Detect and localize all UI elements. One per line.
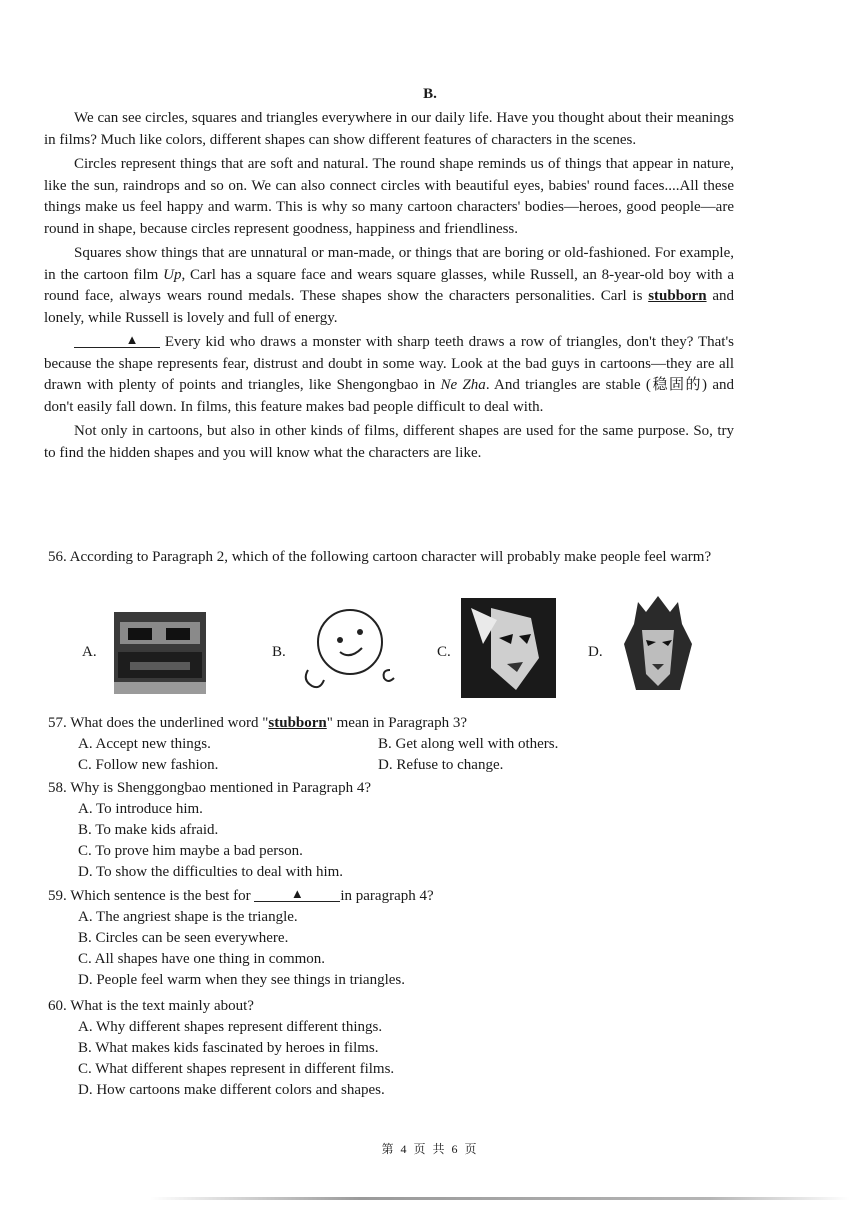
- pointed-villain-image: [618, 594, 698, 698]
- option-b: B. What makes kids fascinated by heroes in films.: [78, 1040, 379, 1056]
- option-d: D. To show the difficulties to deal with him.: [78, 864, 344, 880]
- option-letter: B.: [272, 644, 286, 660]
- answer-blank: [254, 887, 340, 902]
- question-stem: 57. What does the underlined word "stubborn" mean in Paragraph 3?: [48, 715, 467, 731]
- option-row: [78, 734, 678, 755]
- round-character-image: [294, 600, 404, 700]
- film-title-nezha: Ne Zha: [440, 377, 486, 393]
- section-label: B.: [423, 86, 437, 102]
- underlined-word: stubborn: [268, 715, 327, 731]
- question-59: [48, 886, 434, 991]
- option-d: D. Refuse to change.: [378, 757, 504, 773]
- paragraph-2: Circles represent things that are soft and natural. The round shape reminds us of things that appear in nature, like the sun, raindrops and so on. We can also connect circles with beautiful eyes, babies' round faces....All these things make us feel happy and warm. This is why so many cartoon characters' bodies—heroes, good people—are round in shape, because circles represent goodness, happiness and friendliness.: [44, 156, 734, 237]
- triangle-icon: ▲: [290, 886, 304, 901]
- option-b: B. To make kids afraid.: [78, 822, 219, 838]
- triangle-icon: ▲: [125, 332, 139, 347]
- option-letter: D.: [588, 644, 603, 660]
- square-character-image: [110, 608, 210, 698]
- underlined-word: stubborn: [648, 288, 707, 304]
- page-number: 第 4 页 共 6 页: [381, 1142, 479, 1156]
- question-stem: 60. What is the text mainly about?: [48, 998, 254, 1014]
- question-stem: 59. Which sentence is the best for ▲ in paragraph 4?: [48, 886, 434, 904]
- option-b: B. Get along well with others.: [378, 736, 559, 752]
- film-title-up: Up: [163, 266, 182, 283]
- option-letter: A.: [82, 644, 97, 660]
- question-58: [48, 778, 371, 883]
- option-a: A. The angriest shape is the triangle.: [78, 909, 298, 925]
- paragraph-5: Not only in cartoons, but also in other kinds of films, different shapes are used for the same purpose. So, try to find the hidden shapes and you will know what the characters are like.: [44, 423, 734, 461]
- option-d: D. People feel warm when they see things in triangles.: [78, 972, 405, 988]
- question-stem: 58. Why is Shenggongbao mentioned in Paragraph 4?: [48, 780, 371, 796]
- option-a: A. Why different shapes represent different things.: [78, 1019, 383, 1035]
- paragraph-1: We can see circles, squares and triangles everywhere in our daily life. Have you thought about their meanings in films? Much like colors, different shapes can show different features of characters in the scenes.: [44, 110, 734, 148]
- option-c: C. What different shapes represent in different films.: [78, 1061, 395, 1077]
- paragraph-3: Squares show things that are unnatural or man-made, or things that are boring or old-fashioned. For example, in the cartoon film Up, Carl has a square face and wears square glasses, while Russell, an 8-year-old boy with a round face, always wears round medals. These shapes show the characters personalities. Carl is stubborn and lonely, while Russell is lovely and full of energy.: [44, 245, 734, 326]
- option-d: D. How cartoons make different colors and shapes.: [78, 1082, 385, 1098]
- question-56: [48, 547, 738, 568]
- option-a: A. To introduce him.: [78, 801, 203, 817]
- answer-blank: [74, 333, 160, 348]
- option-b: B. Circles can be seen everywhere.: [78, 930, 289, 946]
- reading-passage: [44, 108, 734, 467]
- question-stem: 56. According to Paragraph 2, which of the following cartoon character will probably make people feel warm?: [48, 549, 712, 565]
- option-c: C. All shapes have one thing in common.: [78, 951, 326, 967]
- option-row: [78, 755, 678, 776]
- option-c: C. To prove him maybe a bad person.: [78, 843, 303, 859]
- option-letter: C.: [437, 644, 451, 660]
- picture-options: [82, 600, 762, 700]
- question-60: [48, 996, 394, 1101]
- question-57: [48, 713, 678, 776]
- angular-character-image: [461, 598, 556, 698]
- paragraph-4: ▲ Every kid who draws a monster with sharp teeth draws a row of triangles, don't they? That's because the shape represents fear, distrust and doubt in some way. Look at the bad guys in cartoons—they are all drawn with plenty of points and triangles, like Shengongbao in Ne Zha. And triangles are stable (稳固的) and don't easily fall down. In films, this feature makes bad people difficult to deal with.: [44, 332, 734, 415]
- option-c: C. Follow new fashion.: [78, 757, 219, 773]
- scan-edge-divider: [150, 1197, 850, 1200]
- option-a: A. Accept new things.: [78, 736, 211, 752]
